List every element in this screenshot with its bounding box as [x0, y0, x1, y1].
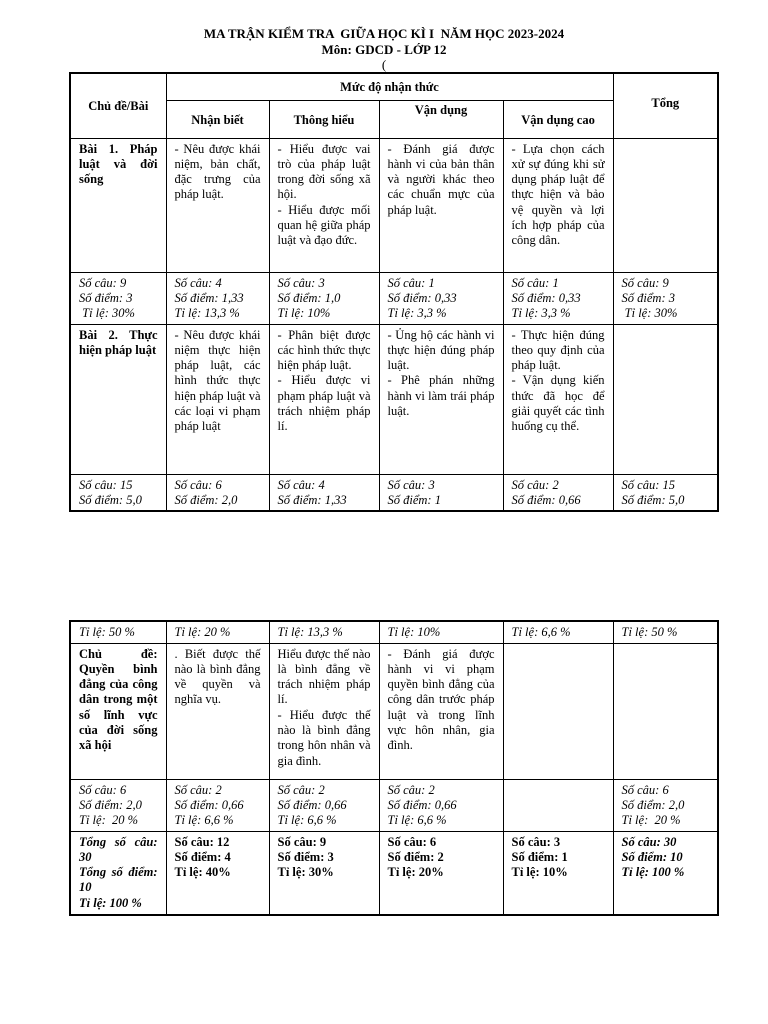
header-van-dung: Vận dụng [379, 100, 503, 138]
bai2-stats-thong-hieu: Số câu: 4 Số điểm: 1,33 [269, 474, 379, 511]
bai2-ratio-total: Tỉ lệ: 50 % [613, 621, 718, 643]
chude-stats-total: Số câu: 6 Số điểm: 2,0 Tỉ lệ: 20 % [613, 779, 718, 831]
grand-total-van-dung-cao: Số câu: 3 Số điểm: 1 Tỉ lệ: 10% [503, 831, 613, 915]
header-topic: Chủ đề/Bài [70, 73, 166, 138]
bai2-van-dung: - Ủng hộ các hành vi thực hiện đúng pháp luật. - Phê phán những hành vi làm trái pháp luật. [379, 324, 503, 474]
bai1-van-dung-cao: - Lựa chọn cách xử sự đúng khi sử dụng pháp luật để thực hiện và bảo vệ quyền và lợi ích hợp pháp của công dân. [503, 138, 613, 272]
chude-stats-thong-hieu: Số câu: 2 Số điểm: 0,66 Tỉ lệ: 6,6 % [269, 779, 379, 831]
header-thong-hieu: Thông hiểu [269, 100, 379, 138]
grand-total-van-dung: Số câu: 6 Số điểm: 2 Tỉ lệ: 20% [379, 831, 503, 915]
chude-stats-topic: Số câu: 6 Số điểm: 2,0 Tỉ lệ: 20 % [70, 779, 166, 831]
bai1-total-empty [613, 138, 718, 272]
chude-thong-hieu: Hiểu được thế nào là bình đẳng về trách nhiệm pháp lí. - Hiểu được thế nào là bình đẳng trong hôn nhân và gia đình. [269, 643, 379, 779]
chude-van-dung: - Đánh giá được hành vi vi phạm quyền bình đẳng của công dân trước pháp luật và trong lĩnh vực hôn nhân, gia đình. [379, 643, 503, 779]
chude-nhan-biet: . Biết được thế nào là bình đẳng về quyền và nghĩa vụ. [166, 643, 269, 779]
bai2-stats-nhan-biet: Số câu: 6 Số điểm: 2,0 [166, 474, 269, 511]
bai1-stats-van-dung: Số câu: 1 Số điểm: 0,33 Tỉ lệ: 3,3 % [379, 272, 503, 324]
bai2-ratio-topic: Tỉ lệ: 50 % [70, 621, 166, 643]
chude-stats-nhan-biet: Số câu: 2 Số điểm: 0,66 Tỉ lệ: 6,6 % [166, 779, 269, 831]
bai1-stats-topic: Số câu: 9 Số điểm: 3 Tỉ lệ: 30% [70, 272, 166, 324]
bai2-nhan-biet: - Nêu được khái niệm thực hiện pháp luật, các hình thức thực hiện pháp luật và các loại vi phạm pháp luật [166, 324, 269, 474]
bai2-ratio-van-dung: Tỉ lệ: 10% [379, 621, 503, 643]
chude-stats-van-dung: Số câu: 2 Số điểm: 0,66 Tỉ lệ: 6,6 % [379, 779, 503, 831]
bai2-total-empty [613, 324, 718, 474]
grand-total-topic: Tổng số câu: 30 Tổng số điểm: 10 Tỉ lệ: 100 % [70, 831, 166, 915]
header-van-dung-cao: Vận dụng cao [503, 100, 613, 138]
chude-stats-van-dung-cao-empty [503, 779, 613, 831]
matrix-table-part-2 [69, 620, 719, 916]
bai1-stats-thong-hieu: Số câu: 3 Số điểm: 1,0 Tỉ lệ: 10% [269, 272, 379, 324]
bai2-ratio-nhan-biet: Tỉ lệ: 20 % [166, 621, 269, 643]
header-total: Tổng [613, 73, 718, 138]
bai1-stats-nhan-biet: Số câu: 4 Số điểm: 1,33 Tỉ lệ: 13,3 % [166, 272, 269, 324]
grand-total-thong-hieu: Số câu: 9 Số điểm: 3 Tỉ lệ: 30% [269, 831, 379, 915]
bai2-stats-topic: Số câu: 15 Số điểm: 5,0 [70, 474, 166, 511]
bai2-van-dung-cao: - Thực hiện đúng theo quy định của pháp luật. - Vận dụng kiến thức đã học để giải quyết các tình huống cụ thể. [503, 324, 613, 474]
header-level-group: Mức độ nhận thức [166, 73, 613, 100]
topic-bai-2: Bài 2. Thực hiện pháp luật [70, 324, 166, 474]
document-title: MA TRẬN KIỂM TRA GIỮA HỌC KÌ I NĂM HỌC 2023-2024 [203, 26, 565, 41]
open-parenthesis: ( [381, 57, 387, 72]
bai2-ratio-thong-hieu: Tỉ lệ: 13,3 % [269, 621, 379, 643]
topic-bai-1: Bài 1. Pháp luật và đời sống [70, 138, 166, 272]
bai1-thong-hieu: - Hiểu được vai trò của pháp luật trong đời sống xã hội. - Hiểu được mối quan hệ giữa pháp luật và đạo đức. [269, 138, 379, 272]
topic-chu-de-quyen-binh-dang: Chủ đề: Quyền bình đẳng của công dân trong một số lĩnh vực của đời sống xã hội [70, 643, 166, 779]
matrix-table-part-1 [69, 72, 719, 512]
bai1-stats-total: Số câu: 9 Số điểm: 3 Tỉ lệ: 30% [613, 272, 718, 324]
bai2-thong-hieu: - Phân biệt được các hình thức thực hiện pháp luật. - Hiểu được vi phạm pháp luật và trách nhiệm pháp lí. [269, 324, 379, 474]
bai2-stats-total: Số câu: 15 Số điểm: 5,0 [613, 474, 718, 511]
bai1-stats-van-dung-cao: Số câu: 1 Số điểm: 0,33 Tỉ lệ: 3,3 % [503, 272, 613, 324]
header-nhan-biet: Nhận biết [166, 100, 269, 138]
grand-total-overall: Số câu: 30 Số điểm: 10 Tỉ lệ: 100 % [613, 831, 718, 915]
bai2-stats-van-dung: Số câu: 3 Số điểm: 1 [379, 474, 503, 511]
grand-total-nhan-biet: Số câu: 12 Số điểm: 4 Tỉ lệ: 40% [166, 831, 269, 915]
bai1-van-dung: - Đánh giá được hành vi của bản thân và người khác theo các chuẩn mực của pháp luật. [379, 138, 503, 272]
bai2-stats-van-dung-cao: Số câu: 2 Số điểm: 0,66 [503, 474, 613, 511]
chude-van-dung-cao-empty [503, 643, 613, 779]
document-subtitle: Môn: GDCD - LỚP 12 [321, 42, 447, 57]
bai1-nhan-biet: - Nêu được khái niệm, bản chất, đặc trưng của pháp luật. [166, 138, 269, 272]
chude-total-empty [613, 643, 718, 779]
bai2-ratio-van-dung-cao: Tỉ lệ: 6,6 % [503, 621, 613, 643]
